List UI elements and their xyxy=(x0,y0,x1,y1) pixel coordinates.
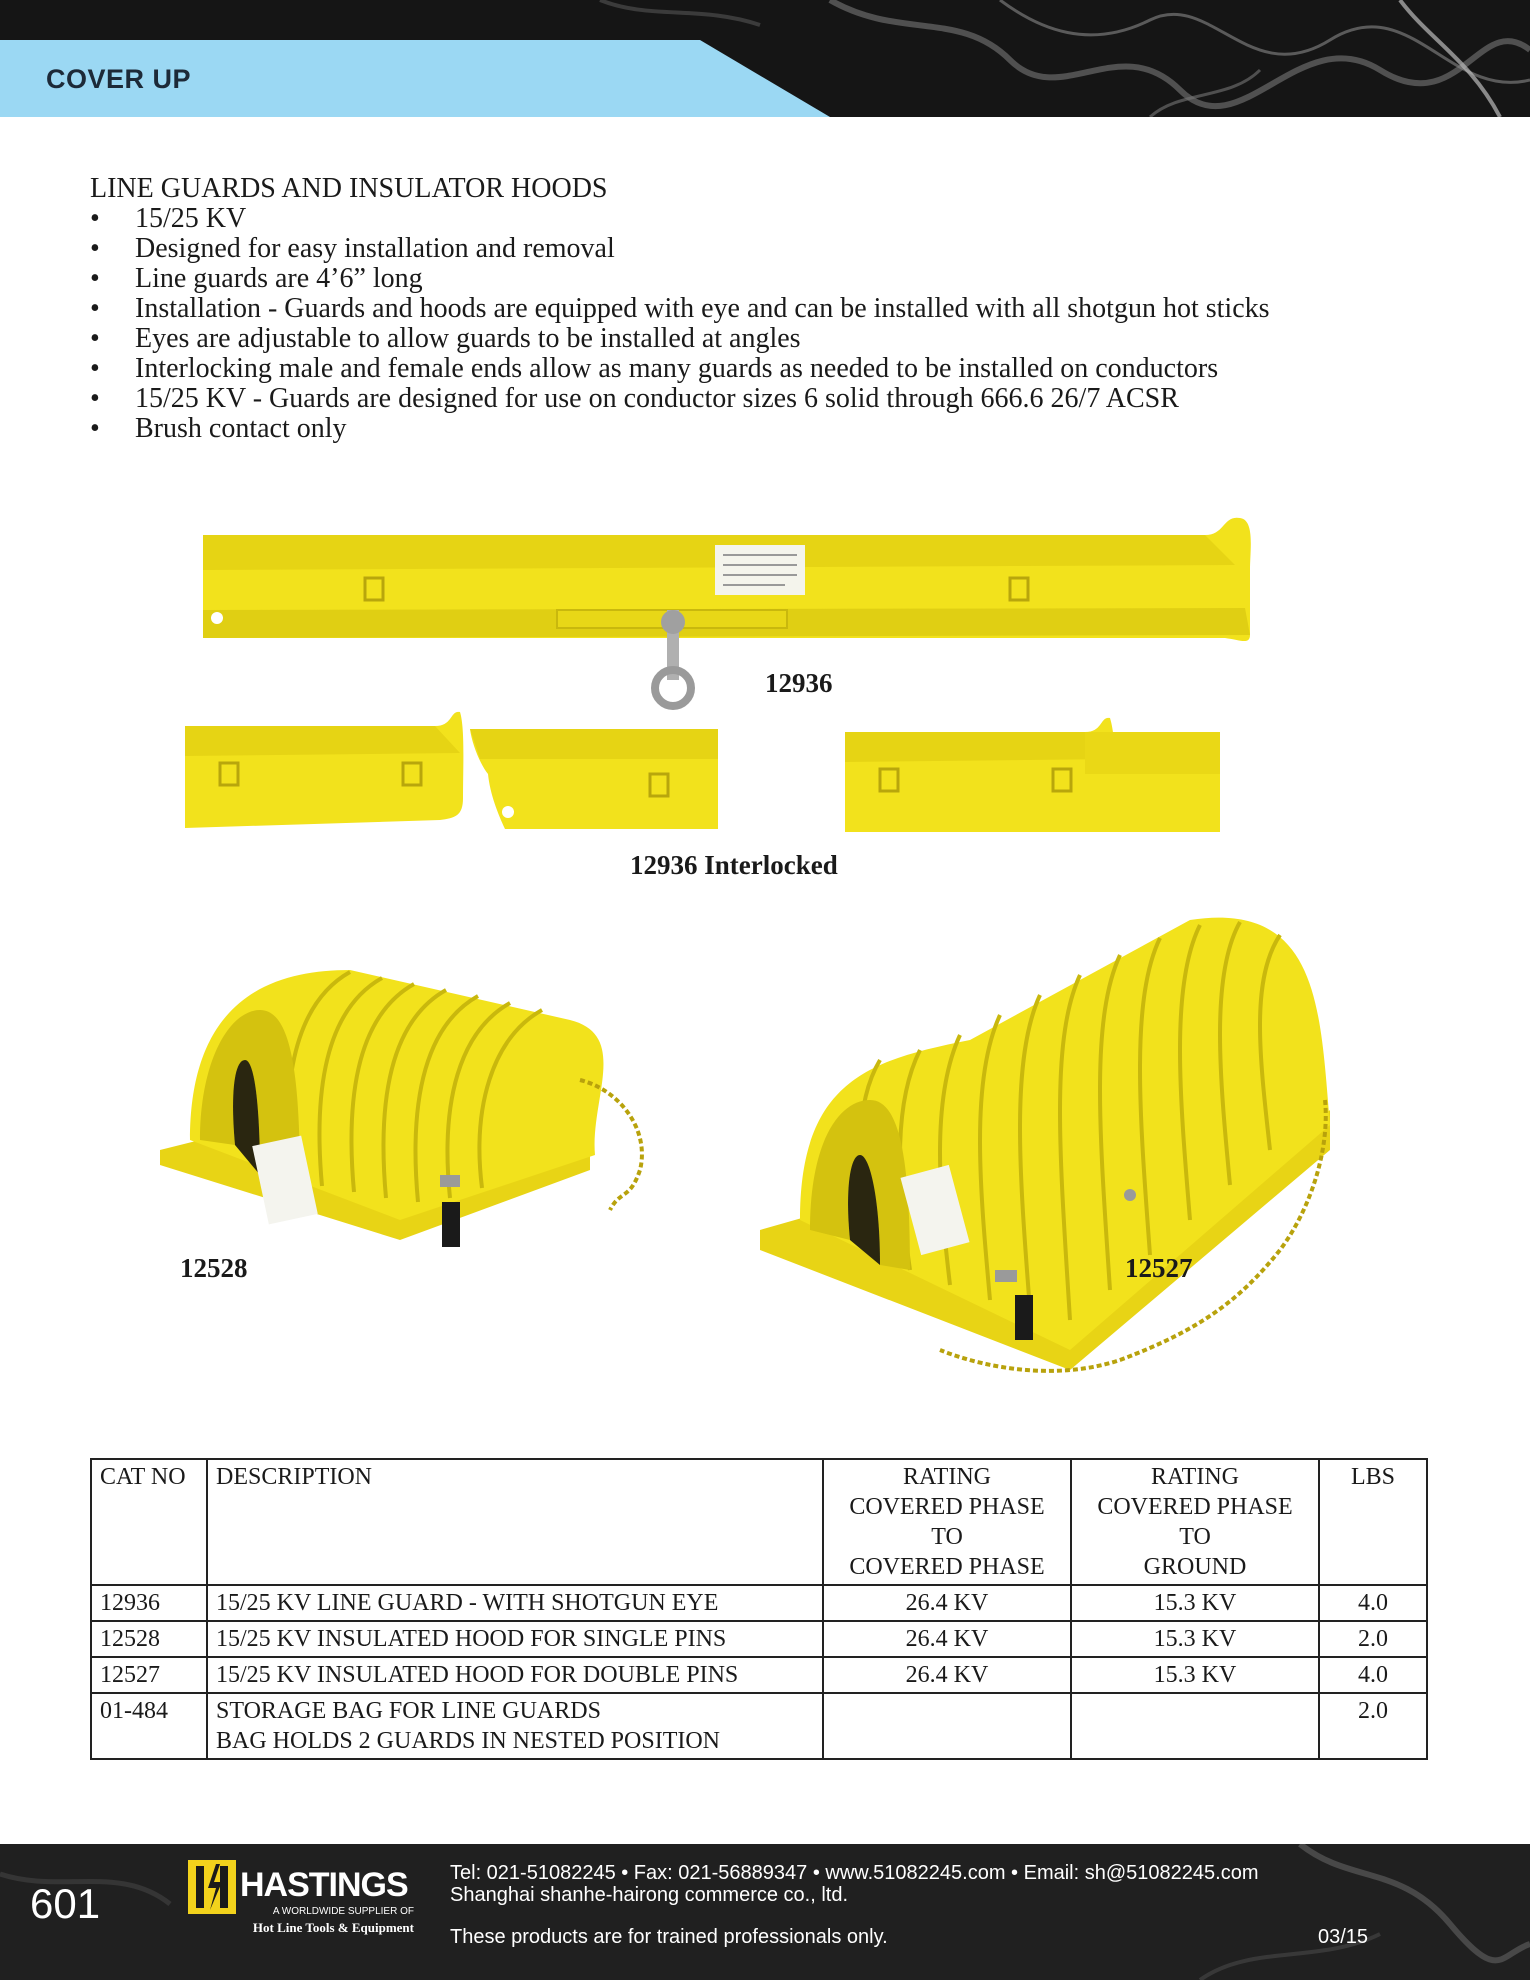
date-code: 03/15 xyxy=(1318,1926,1369,1948)
hastings-logo xyxy=(188,1860,418,1940)
list-item: • Interlocking male and female ends allow as many guards as needed to be installed on conductors xyxy=(90,353,1219,384)
table-header-row xyxy=(91,1459,1427,1585)
interlocked-photo-middle xyxy=(470,724,720,829)
list-item: • Designed for easy installation and removal xyxy=(90,233,615,264)
intro-block xyxy=(90,174,1270,444)
interlocked-photo-right xyxy=(845,714,1220,832)
logo-tagline: Hot Line Tools & Equipment xyxy=(252,1920,414,1935)
header-lbs: LBS xyxy=(1319,1459,1427,1585)
interlocked-label: 12936 Interlocked xyxy=(630,850,838,880)
list-item: • Eyes are adjustable to allow guards to be installed at angles xyxy=(90,323,801,354)
list-item: • 15/25 KV xyxy=(90,203,247,234)
header-rating-ground: RATING COVERED PHASE TO GROUND xyxy=(1071,1459,1319,1585)
hood-single-label: 12528 xyxy=(180,1253,248,1283)
hood-double-photo xyxy=(760,910,1350,1380)
disclaimer-line: These products are for trained professionals only. xyxy=(450,1926,888,1948)
logo-sub: A WORLDWIDE SUPPLIER OF xyxy=(272,1906,414,1917)
list-item: • 15/25 KV - Guards are designed for use on conductor sizes 6 solid through 666.6 26/7 ACSR xyxy=(90,383,1179,414)
section-title: COVER UP xyxy=(46,64,192,94)
page-number: 601 xyxy=(30,1880,101,1927)
company-line: Shanghai shanhe-hairong commerce co., ltd. xyxy=(450,1884,849,1906)
hastings-logo-icon xyxy=(188,1860,236,1914)
list-item: • Installation - Guards and hoods are equipped with eye and can be installed with all shotgun hot sticks xyxy=(90,293,1270,324)
header-description: DESCRIPTION xyxy=(207,1459,823,1585)
spec-table xyxy=(90,1458,1428,1760)
logo-word: HASTINGS xyxy=(240,1866,408,1904)
line-guard-photo xyxy=(195,510,1260,725)
list-item: • Line guards are 4’6” long xyxy=(90,263,423,294)
feature-list xyxy=(90,204,1270,444)
contact-line: Tel: 021-51082245 • Fax: 021-56889347 • www.51082245.com • Email: sh@51082245.com xyxy=(450,1862,1259,1884)
hood-double-label: 12527 xyxy=(1125,1253,1193,1283)
list-item: • Brush contact only xyxy=(90,413,347,444)
table-row: 12528 15/25 KV INSULATED HOOD FOR SINGLE PINS 26.4 KV 15.3 KV 2.0 xyxy=(91,1621,1427,1657)
intro-heading: LINE GUARDS AND INSULATOR HOODS xyxy=(90,173,608,204)
hood-single-photo xyxy=(150,940,670,1260)
table-row: 12936 15/25 KV LINE GUARD - WITH SHOTGUN EYE 26.4 KV 15.3 KV 4.0 xyxy=(91,1585,1427,1621)
line-guard-label: 12936 xyxy=(765,668,833,698)
table-row: 12527 15/25 KV INSULATED HOOD FOR DOUBLE PINS 26.4 KV 15.3 KV 4.0 xyxy=(91,1657,1427,1693)
interlocked-photo-left xyxy=(185,708,465,833)
header-cat-no: CAT NO xyxy=(91,1459,207,1585)
header-rating-phase: RATING COVERED PHASE TO COVERED PHASE xyxy=(823,1459,1071,1585)
table-row: 01-484 STORAGE BAG FOR LINE GUARDS BAG HOLDS 2 GUARDS IN NESTED POSITION 2.0 xyxy=(91,1693,1427,1759)
